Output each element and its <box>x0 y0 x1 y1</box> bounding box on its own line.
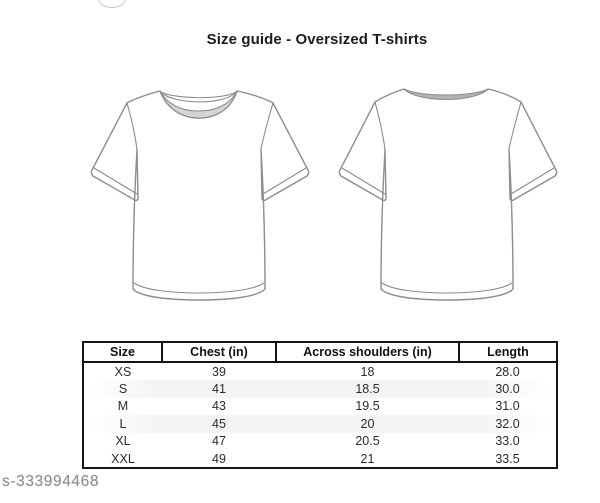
cell-chest: 41 <box>212 382 226 397</box>
tshirt-front-outline <box>91 91 308 300</box>
cell-shoulders: 20 <box>360 416 375 431</box>
col-header-chest: Chest (in) <box>162 342 276 362</box>
tshirt-front-sketch <box>80 70 320 322</box>
stray-arc-mark <box>98 0 126 8</box>
cell-shoulders: 19.5 <box>355 399 380 414</box>
size-row-xxl <box>83 450 557 468</box>
col-header-size: Size <box>83 342 162 362</box>
size-row-s <box>83 380 557 397</box>
cell-chest: 49 <box>212 451 226 466</box>
size-row-xs <box>83 362 557 380</box>
size-table-header-row <box>83 342 557 362</box>
cell-shoulders: 21 <box>360 451 375 466</box>
cell-length: 33.0 <box>495 434 520 449</box>
col-header-across-shoulders: Across shoulders (in) <box>276 342 459 362</box>
size-table <box>82 341 558 469</box>
front-collar-seam-line-1 <box>161 92 236 98</box>
cell-chest: 43 <box>212 399 226 414</box>
cell-size: L <box>119 416 127 431</box>
cell-length: 33.5 <box>495 451 520 466</box>
cell-size: M <box>117 399 129 414</box>
size-row-m <box>83 398 557 415</box>
cell-length: 31.0 <box>495 399 520 414</box>
cell-shoulders: 18.5 <box>355 382 380 397</box>
cell-shoulders: 18 <box>360 364 375 379</box>
tshirt-back-sketch <box>328 70 568 322</box>
cell-chest: 39 <box>212 364 226 379</box>
size-row-xl <box>83 433 557 450</box>
cell-size: XXL <box>111 451 135 466</box>
cell-length: 30.0 <box>495 382 520 397</box>
cell-chest: 45 <box>212 416 226 431</box>
tshirt-back-outline <box>339 89 556 300</box>
cell-length: 28.0 <box>495 364 520 379</box>
watermark-id: s-333994468 <box>2 473 100 490</box>
cell-size: XS <box>114 364 132 379</box>
col-header-length: Length <box>459 342 557 362</box>
cell-shoulders: 20.5 <box>355 434 380 449</box>
page-title: Size guide - Oversized T-shirts <box>206 31 428 48</box>
cell-size: S <box>118 382 128 397</box>
size-row-l <box>83 415 557 432</box>
cell-size: XL <box>115 434 131 449</box>
cell-chest: 47 <box>212 434 226 449</box>
cell-length: 32.0 <box>495 416 520 431</box>
